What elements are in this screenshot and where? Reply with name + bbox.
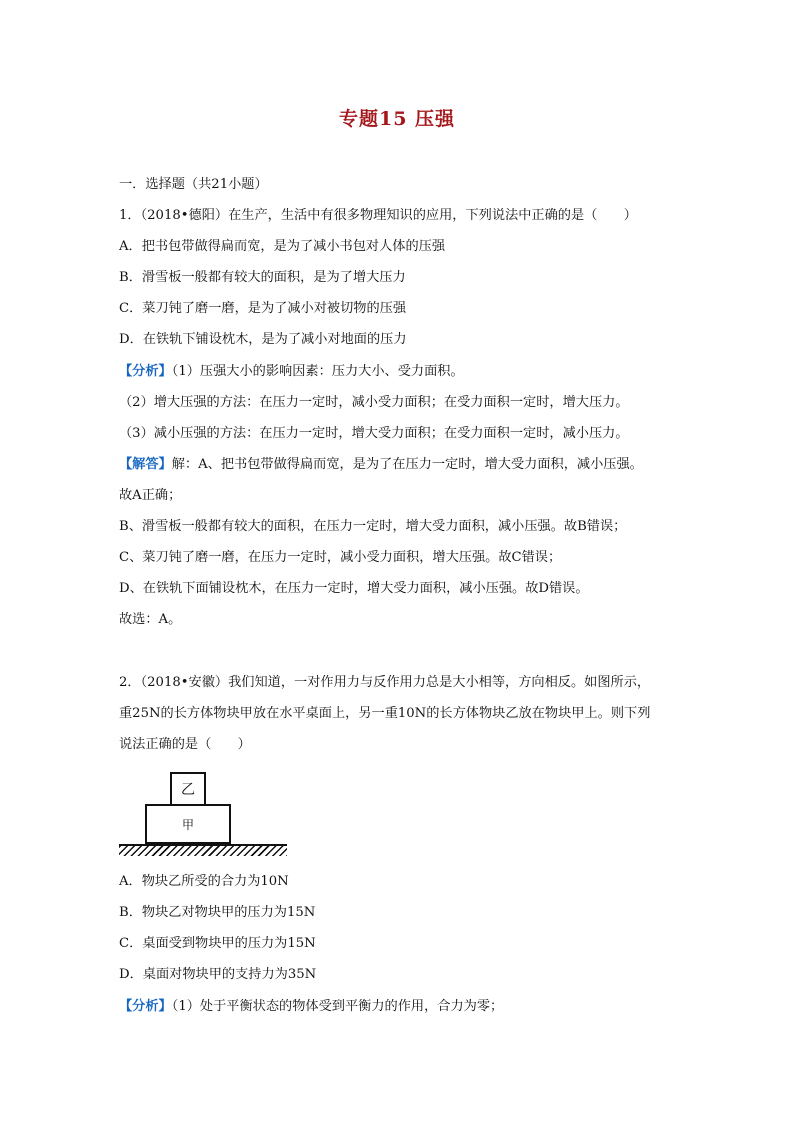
block-yi: 乙: [170, 772, 206, 806]
q2-option-b: B．物块乙对物块甲的压力为15N: [119, 905, 316, 920]
q1-answer-line-2: 故A正确；: [119, 488, 182, 503]
q1-analysis-line-3: （3）减小压强的方法：在压力一定时，增大受力面积；在受力面积一定时，减小压力。: [119, 426, 629, 441]
q2-option-d: D．桌面对物块甲的支持力为35N: [119, 967, 317, 982]
q1-option-c: C．菜刀钝了磨一磨，是为了减小对被切物的压强: [119, 301, 407, 316]
block-jia: 甲: [145, 804, 231, 844]
q1-answer-line-1: [119, 455, 643, 475]
q2-option-c: C．桌面受到物块甲的压力为15N: [119, 936, 316, 951]
q2-option-a: A．物块乙所受的合力为10N: [119, 874, 289, 889]
q1-answer-line-6: 故选：A。: [119, 612, 182, 627]
q2-stem-line-3: 说法正确的是（ ）: [119, 737, 251, 752]
q1-analysis-line-2: （2）增大压强的方法：在压力一定时，减小受力面积；在受力面积一定时，增大压力。: [119, 395, 629, 410]
q1-option-b: B．滑雪板一般都有较大的面积，是为了增大压力: [119, 270, 406, 285]
q1-answer-line-3: B、滑雪板一般都有较大的面积，在压力一定时，增大受力面积，减小压强。故B错误；: [119, 519, 627, 534]
q2-analysis-line-1: [119, 997, 503, 1017]
q1-answer-line-5: D、在铁轨下面铺设枕木，在压力一定时，增大受力面积，减小压强。故D错误。: [119, 581, 589, 596]
answer-tag: 【解答】: [119, 457, 172, 472]
section-heading: 一．选择题（共21小题）: [119, 177, 268, 192]
q1-answer-line-4: C、菜刀钝了磨一磨，在压力一定时，减小受力面积，增大压强。故C错误；: [119, 550, 562, 565]
q1-stem: 1．（2018•德阳）在生产，生活中有很多物理知识的应用，下列说法中正确的是（ ）: [119, 208, 637, 223]
analysis-tag: 【分析】: [119, 999, 172, 1014]
analysis-tag: 【分析】: [119, 364, 172, 379]
page-title: 专题15 压强: [338, 108, 456, 130]
q1-option-d: D．在铁轨下铺设枕木，是为了减小对地面的压力: [119, 332, 407, 347]
q2-stem-line-2: 重25N的长方体物块甲放在水平桌面上，另一重10N的长方体物块乙放在物块甲上。则下列: [119, 706, 651, 721]
q1-analysis-line-1: [119, 362, 464, 382]
q1-option-a: A．把书包带做得扁而宽，是为了减小书包对人体的压强: [119, 239, 446, 254]
table-surface: [119, 844, 287, 856]
answer-text: 解：A、把书包带做得扁而宽，是为了在压力一定时，增大受力面积，减小压强。: [171, 457, 643, 472]
analysis-text: （1）压强大小的影响因素：压力大小、受力面积。: [171, 364, 464, 379]
q2-figure: [119, 768, 291, 860]
q2-stem-line-1: 2．（2018•安徽）我们知道，一对作用力与反作用力总是大小相等，方向相反。如图所示，: [119, 675, 651, 690]
analysis-text: （1）处于平衡状态的物体受到平衡力的作用，合力为零；: [171, 999, 504, 1014]
